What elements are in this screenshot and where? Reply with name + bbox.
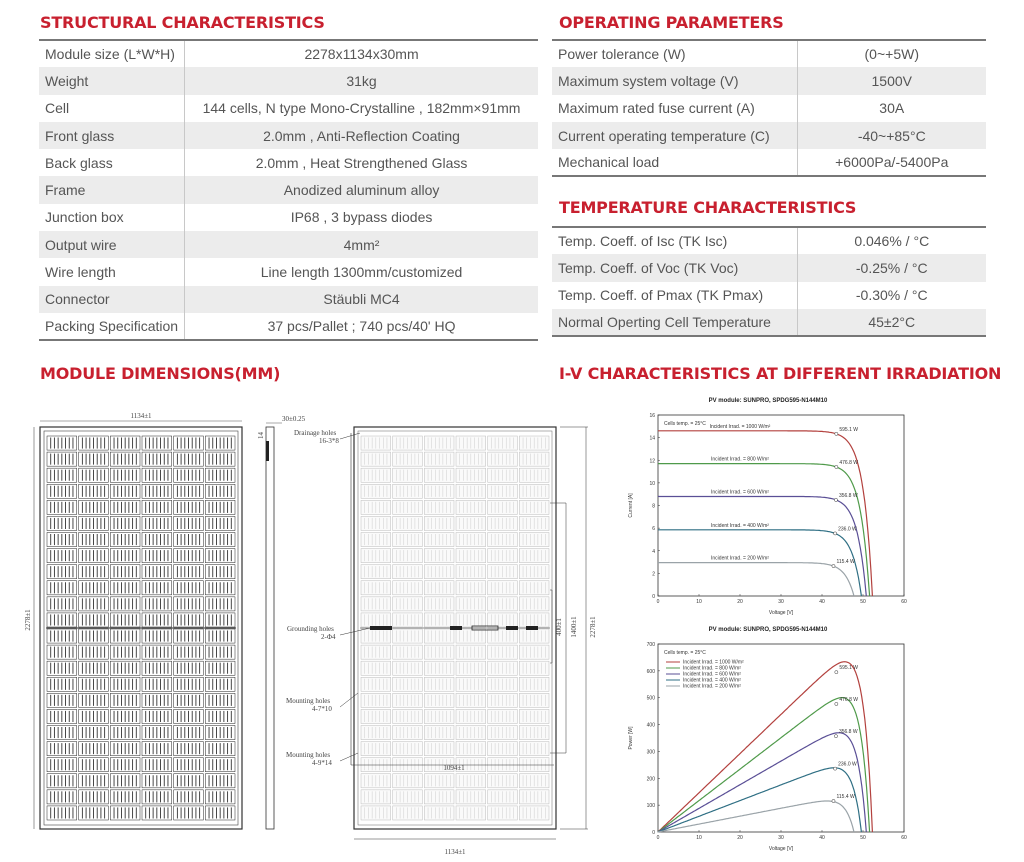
structural-row-label: Connector [39,286,185,313]
mounting-holes-label-1: Mounting holes [286,697,331,705]
structural-row-value: 4mm² [185,231,538,258]
mounting-holes-label-2: Mounting holes [286,751,331,759]
mpp-label: 356.8 W [838,492,858,499]
y-tick-label: 8 [652,503,655,510]
operating-row [552,40,986,67]
structural-row [39,40,538,67]
dimensions-title: MODULE DIMENSIONS(MM) [40,364,281,383]
mpp-point [834,498,837,501]
mpp-point [832,799,835,802]
structural-row [39,313,538,340]
back-view [286,427,597,856]
x-tick-label: 40 [819,599,825,605]
structural-row [39,67,538,94]
x-tick-label: 0 [656,835,660,841]
chart-title: PV module: SUNPRO, SPDG595-N144M10 [708,398,828,404]
structural-row-value: 144 cells, N type Mono-Crystalline , 182mm×91mm [202,100,521,117]
legend-entry: Incident Irrad. = 400 W/m² [683,677,741,684]
pitch-400-label: 400±1 [555,618,563,636]
structural-row-label: Module size (L*W*H) [39,40,185,67]
x-tick-label: 30 [778,599,784,605]
mpp-point [835,432,838,435]
structural-row [39,122,538,149]
y-tick-label: 12 [649,458,655,465]
temperature-row-value: -0.30% / °C [855,287,928,304]
y-tick-label: 700 [646,642,655,648]
structural-row-label: Back glass [39,149,185,176]
x-tick-label: 10 [696,599,702,605]
structural-row [39,176,538,203]
mpp-point [832,564,835,567]
temperature-row-value: -0.25% / °C [797,254,986,281]
y-axis-label: Power [W] [628,726,634,750]
structural-row-label: Weight [39,67,185,94]
operating-row [552,95,986,122]
y-tick-label: 100 [646,803,655,810]
mpp-point [834,767,837,770]
y-tick-label: 10 [649,480,655,487]
operating-row-label: Maximum rated fuse current (A) [552,95,797,122]
mpp-label: 115.4 W [836,559,855,566]
temperature-row-label: Temp. Coeff. of Pmax (TK Pmax) [552,282,797,309]
temperature-row-value: 45±2°C [797,309,986,336]
x-axis-label: Voltage [V] [768,610,794,616]
iv-title: I-V CHARACTERISTICS AT DIFFERENT IRRADIATION [559,364,1002,383]
temperature-row-label: Normal Operting Cell Temperature [552,309,797,336]
operating-title: OPERATING PARAMETERS [559,13,784,32]
structural-table [39,39,538,341]
structural-row-label: Front glass [39,122,185,149]
series-label: Incident Irrad. = 800 W/m² [711,456,769,463]
temperature-row-value: 0.046% / °C [854,233,930,250]
drainage-holes-label: Drainage holes [294,429,337,437]
back-width-label: 1134±1 [444,848,466,856]
frame-depth-label: 14 [257,432,265,439]
mpp-label: 236.0 W [838,526,857,533]
operating-row-value: 30A [879,100,905,117]
mpp-point [834,735,837,738]
grounding-holes-label: Grounding holes [287,625,334,633]
operating-row [552,149,986,176]
chart-annotation: Cells temp. = 25°C [664,421,706,427]
structural-row-label: Frame [39,176,185,203]
temperature-row [552,227,986,254]
mpp-point [835,465,838,468]
operating-row-value: 1500V [797,67,986,94]
operating-row-label: Maximum system voltage (V) [552,67,797,94]
structural-row-label: Wire length [39,258,185,285]
x-tick-label: 20 [737,599,743,605]
structural-row-label: Packing Specification [39,313,185,340]
structural-row [39,286,538,313]
temperature-row-label: Temp. Coeff. of Voc (TK Voc) [552,254,797,281]
structural-row-value: 2278x1134x30mm [304,46,419,63]
temperature-row [552,254,986,281]
legend-entry: Incident Irrad. = 800 W/m² [683,665,741,672]
structural-row [39,95,538,122]
structural-row-label: Cell [39,95,185,122]
mpp-label: 115.4 W [836,794,855,801]
temperature-title: TEMPERATURE CHARACTERISTICS [559,198,857,217]
legend-entry: Incident Irrad. = 600 W/m² [683,671,741,678]
y-tick-label: 600 [646,668,655,675]
mpp-point [834,532,837,535]
y-axis-label: Current [A] [628,493,634,518]
y-tick-label: 0 [652,830,655,836]
thickness-label: 30±0.25 [282,415,306,423]
inner-width-label: 1094±1 [443,764,465,772]
structural-row [39,231,538,258]
y-tick-label: 16 [649,413,655,419]
module-dimension-drawing [20,405,610,860]
operating-row-label: Mechanical load [552,149,797,176]
drainage-holes-spec: 16-3*8 [319,437,339,445]
series-label: Incident Irrad. = 600 W/m² [711,489,769,496]
operating-row [552,122,986,149]
x-tick-label: 30 [778,835,784,841]
operating-row-label: Power tolerance (W) [552,40,797,67]
structural-row-value: 37 pcs/Pallet ; 740 pcs/40' HQ [267,318,456,335]
temperature-row [552,282,986,309]
x-tick-label: 50 [860,599,866,605]
x-tick-label: 60 [901,835,907,841]
x-axis-label: Voltage [V] [768,846,794,852]
pv-curve-chart [622,622,914,854]
operating-row [552,67,986,94]
y-tick-label: 2 [652,571,655,578]
y-tick-label: 200 [646,776,655,783]
legend-entry: Incident Irrad. = 1000 W/m² [683,659,744,666]
structural-row-value: 2.0mm , Anti-Reflection Coating [185,122,538,149]
structural-row [39,149,538,176]
structural-row-label: Output wire [39,231,185,258]
grounding-holes-spec: 2-Φ4 [321,633,336,641]
y-tick-label: 500 [646,695,655,702]
structural-row-value: Line length 1300mm/customized [260,264,463,281]
chart-title: PV module: SUNPRO, SPDG595-N144M10 [708,627,828,633]
mpp-label: 476.8 W [839,696,858,703]
x-tick-label: 50 [860,835,866,841]
mpp-label: 595.1 W [839,665,858,672]
mounting-holes-spec-2: 4-9*14 [312,759,332,767]
y-tick-label: 14 [649,435,655,442]
operating-row-label: Current operating temperature (C) [552,122,797,149]
temperature-row-label: Temp. Coeff. of Isc (TK Isc) [552,227,797,254]
y-tick-label: 6 [652,526,655,533]
structural-row [39,258,538,285]
temperature-table [552,226,986,337]
iv-curve-chart [622,393,914,618]
mpp-point [835,702,838,705]
y-tick-label: 0 [652,594,655,600]
mpp-point [835,671,838,674]
mpp-label: 476.8 W [839,459,858,466]
x-tick-label: 20 [737,835,743,841]
temperature-row [552,309,986,336]
front-height-label: 2278±1 [24,609,32,631]
structural-row-value: Stäubli MC4 [185,286,538,313]
series-label: Incident Irrad. = 200 W/m² [711,555,769,562]
y-tick-label: 4 [652,548,655,555]
y-tick-label: 400 [646,722,655,729]
x-tick-label: 10 [696,835,702,841]
front-width-label: 1134±1 [130,412,152,420]
operating-row-value: (0~+5W) [864,46,919,63]
structural-row [39,204,538,231]
mpp-label: 236.0 W [838,761,857,768]
side-view [257,415,306,829]
legend-entry: Incident Irrad. = 200 W/m² [683,683,741,690]
series-label: Incident Irrad. = 400 W/m² [711,522,769,529]
operating-row-value: -40~+85°C [797,122,986,149]
front-view [24,412,242,829]
back-height-label: 2278±1 [589,616,597,638]
mounting-holes-spec-1: 4-7*10 [312,705,332,713]
mpp-label: 356.8 W [838,729,858,736]
mpp-label: 595.1 W [839,426,858,433]
series-label: Incident Irrad. = 1000 W/m² [709,423,771,430]
structural-row-value: 31kg [185,67,538,94]
pitch-1400-label: 1400±1 [570,616,578,638]
structural-row-value: Anodized aluminum alloy [185,176,538,203]
operating-row-value: +6000Pa/-5400Pa [835,154,949,171]
operating-table [552,39,986,177]
y-tick-label: 300 [646,749,655,756]
structural-row-value: 2.0mm , Heat Strengthened Glass [255,154,468,171]
x-tick-label: 0 [656,599,660,605]
x-tick-label: 40 [819,835,825,841]
chart-annotation: Cells temp. = 25°C [664,650,706,656]
structural-title: STRUCTURAL CHARACTERISTICS [40,13,325,32]
x-tick-label: 60 [901,599,907,605]
structural-row-value: IP68 , 3 bypass diodes [290,209,433,226]
structural-row-label: Junction box [39,204,185,231]
